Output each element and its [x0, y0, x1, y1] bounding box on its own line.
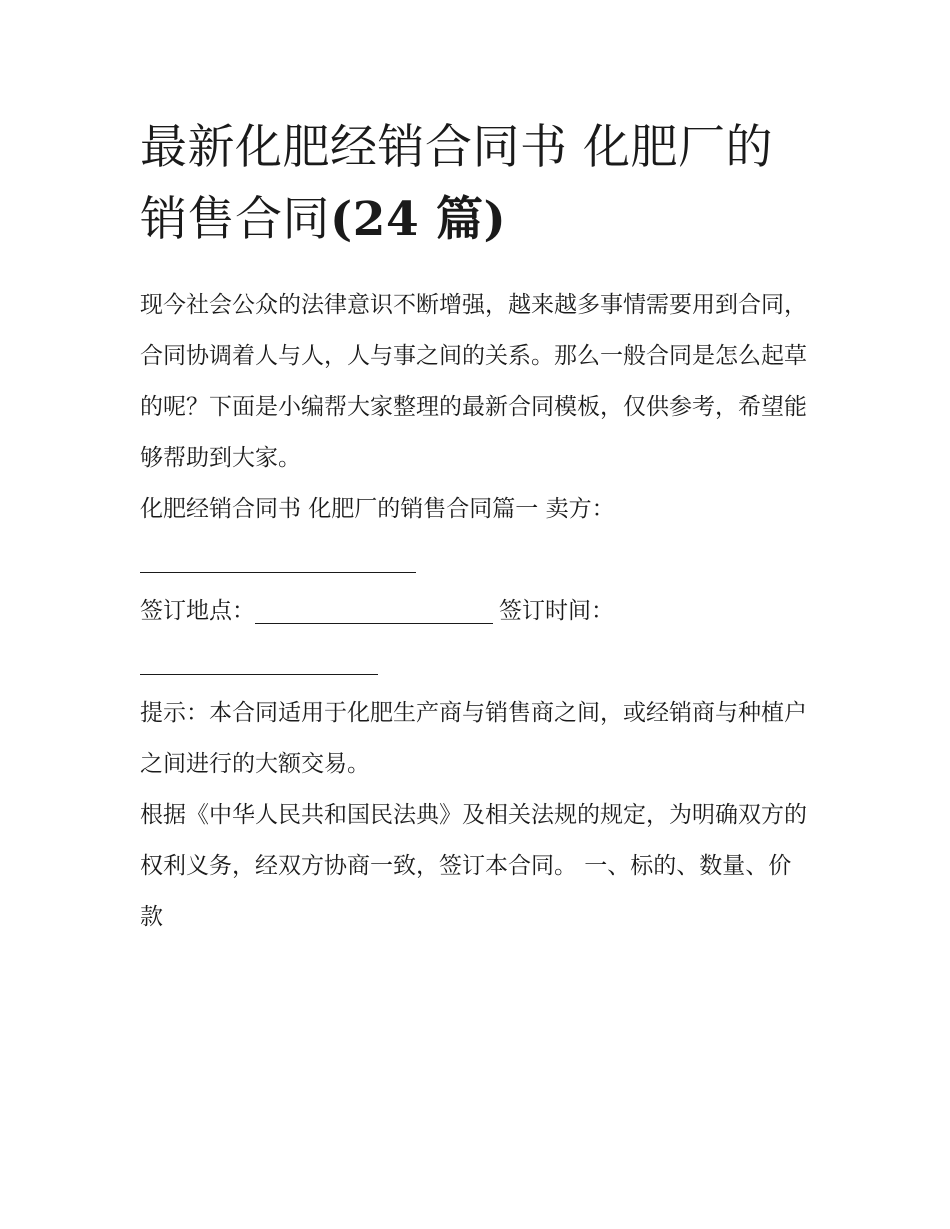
tip-paragraph: 提示：本合同适用于化肥生产商与销售商之间，或经销商与种植户之间进行的大额交易。 [140, 700, 807, 777]
seller-paragraph [140, 484, 812, 586]
title-line-2-prefix: 销售合同 [140, 192, 330, 247]
intro-paragraph: 现今社会公众的法律意识不断增强，越来越多事情需要用到合同，合同协调着人与人，人与事之间的关系。那么一般合同是怎么起草的呢？下面是小编帮大家整理的最新合同模板，仅供参考，希望能够帮助到大家。 [140, 292, 807, 471]
document-body [140, 280, 812, 943]
sign-place-label: 签订地点： [140, 598, 255, 624]
title-line-1: 最新化肥经销合同书 化肥厂的 [140, 120, 773, 175]
document-page [140, 112, 812, 943]
sign-time-blank-line [140, 644, 378, 675]
seller-blank-line [140, 542, 416, 573]
sign-place-blank-line [255, 593, 493, 624]
signing-paragraph [140, 586, 812, 688]
sign-time-label: 签订时间： [499, 598, 614, 624]
title-article-count: (24 篇) [330, 192, 507, 247]
seller-label: 化肥经销合同书 化肥厂的销售合同篇一 卖方： [140, 496, 615, 522]
document-title [140, 112, 812, 256]
basis-paragraph: 根据《中华人民共和国民法典》及相关法规的规定，为明确双方的权利义务，经双方协商一致，签订本合同。 一、标的、数量、价款 [140, 802, 807, 930]
